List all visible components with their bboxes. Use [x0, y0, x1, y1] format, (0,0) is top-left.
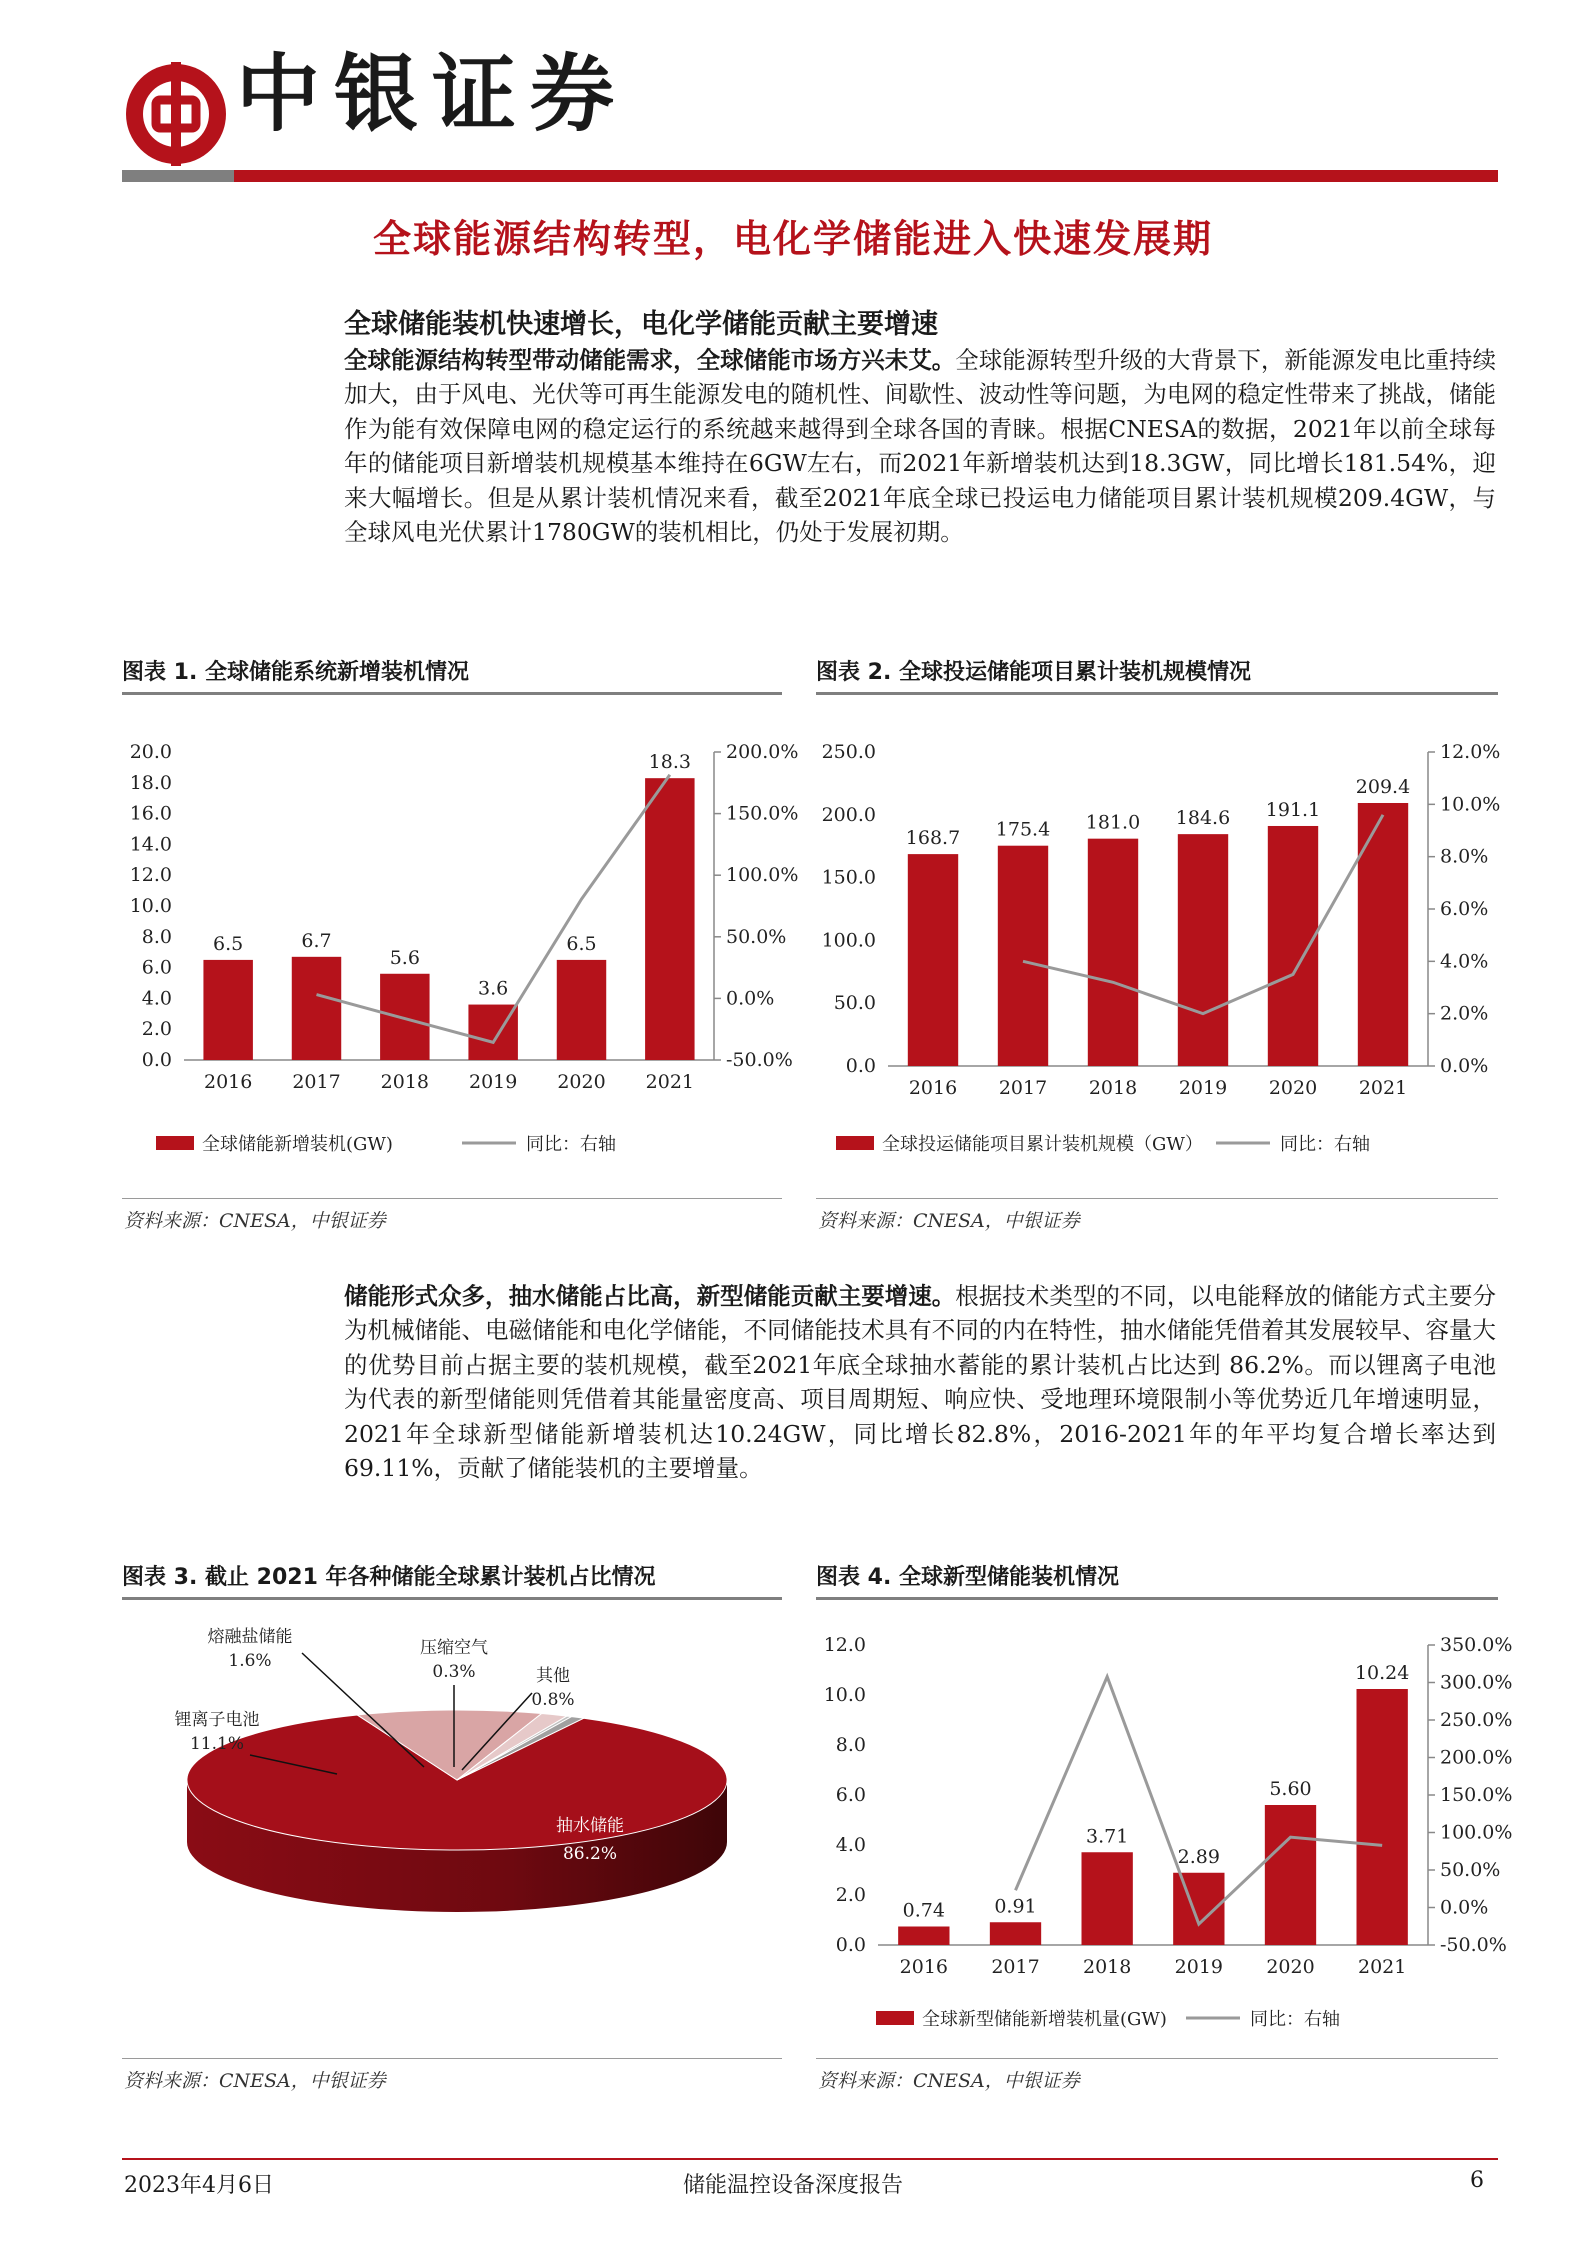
bar: [1358, 803, 1408, 1066]
pie-label-name: 压缩空气: [420, 1638, 488, 1658]
bar: [1265, 1805, 1316, 1945]
y-tick-label: 16.0: [129, 802, 172, 825]
y2-tick-label: 6.0%: [1440, 898, 1489, 920]
x-tick-label: 2019: [468, 1071, 518, 1093]
fig2-source-rule: [816, 1198, 1498, 1199]
section-title: 全球储能装机快速增长，电化学储能贡献主要增速: [344, 309, 938, 340]
legend-bar-swatch: [836, 1136, 874, 1150]
bar-value-label: 2.89: [1177, 1845, 1220, 1868]
fig4-title: 图表 4. 全球新型储能装机情况: [816, 1565, 1119, 1590]
y-tick-label: 18.0: [129, 771, 172, 794]
paragraph-2-lead: 储能形式众多，抽水储能占比高，新型储能贡献主要增速。: [344, 1282, 956, 1310]
fig2-chart: [816, 700, 1501, 1190]
x-tick-label: 2020: [557, 1071, 606, 1093]
pie-label-value: 86.2%: [562, 1844, 618, 1864]
fig3-chart: [122, 1605, 782, 2055]
fig3-source-rule: [122, 2058, 782, 2059]
y-tick-label: 4.0: [835, 1834, 866, 1856]
paragraph-2-body: 根据技术类型的不同，以电能释放的储能方式主要分为机械储能、电磁储能和电化学储能，不同储能技术具有不同的内在特性，抽水储能凭借着其发展较早、容量大的优势目前占据主要的装机规模，截至2021年底全球抽水蓄能的累计装机占比达到 86.2%。而以锂离子电池为代表的新型储能则凭借着其能量密度高、项目周期短、响应快、受地理环境限制小等优势近几年增速明显，2021年全球新型储能新增装机达10.24GW，同比增长82.8%，2016-2021年的年平均复合增长率达到69.11%，贡献了储能装机的主要增量。: [344, 1282, 1497, 1483]
bar: [908, 854, 958, 1066]
y-tick-label: 20.0: [129, 741, 172, 763]
bar: [898, 1927, 949, 1946]
y2-tick-label: 0.0%: [1440, 1055, 1489, 1077]
fig4-source: 资料来源：CNESA，中银证券: [818, 2070, 1080, 2092]
bar-value-label: 209.4: [1355, 775, 1411, 798]
x-tick-label: 2016: [908, 1077, 958, 1099]
legend-bar-swatch: [156, 1136, 194, 1150]
bar-value-label: 18.3: [648, 751, 691, 774]
fig4-chart: [816, 1605, 1513, 2055]
y-tick-label: 250.0: [821, 741, 876, 763]
y2-tick-label: 2.0%: [1440, 1002, 1489, 1025]
bar-value-label: 184.6: [1175, 807, 1231, 830]
legend-line-label: 同比：右轴: [1250, 2009, 1340, 2030]
brand-logo: [122, 60, 230, 168]
y-tick-label: 6.0: [835, 1784, 866, 1806]
x-tick-label: 2017: [991, 1956, 1040, 1978]
y-tick-label: 0.0: [835, 1934, 866, 1956]
y-tick-label: 0.0: [845, 1055, 876, 1077]
bar-value-label: 3.71: [1086, 1825, 1129, 1848]
x-tick-label: 2016: [203, 1071, 253, 1093]
bar-value-label: 191.1: [1265, 798, 1321, 821]
y2-tick-label: 200.0%: [726, 741, 799, 763]
bar-value-label: 0.74: [902, 1899, 945, 1922]
x-tick-label: 2021: [645, 1071, 695, 1093]
legend-line-label: 同比：右轴: [1280, 1134, 1370, 1155]
pie-label-value: 0.8%: [531, 1690, 575, 1710]
fig1-title-rule: [122, 692, 782, 695]
bar-value-label: 3.6: [478, 977, 509, 1000]
bar: [1082, 1852, 1133, 1945]
bar: [203, 960, 252, 1060]
y-tick-label: 8.0: [835, 1734, 866, 1756]
y2-tick-label: 300.0%: [1440, 1671, 1513, 1694]
fig1-source-rule: [122, 1198, 782, 1199]
y-tick-label: 100.0: [821, 929, 876, 952]
paragraph-2: [344, 1279, 1496, 1485]
y2-tick-label: 50.0%: [726, 925, 787, 948]
fig1-title: 图表 1. 全球储能系统新增装机情况: [122, 660, 469, 685]
fig4-source-rule: [816, 2058, 1498, 2059]
legend-bar-label: 全球新型储能新增装机量(GW): [922, 2009, 1167, 2030]
y-tick-label: 12.0: [129, 864, 172, 887]
paragraph-1-lead: 全球能源结构转型带动储能需求，全球储能市场方兴未艾。: [344, 346, 956, 374]
pie-label-value: 0.3%: [432, 1662, 476, 1682]
x-tick-label: 2018: [1082, 1956, 1132, 1978]
bar-value-label: 175.4: [995, 818, 1051, 841]
y-tick-label: 12.0: [823, 1634, 866, 1656]
bar-value-label: 10.24: [1354, 1662, 1410, 1684]
brand-name: 中银证券: [236, 45, 629, 143]
y-tick-label: 10.0: [823, 1684, 866, 1706]
fig2-title-rule: [816, 692, 1498, 695]
x-tick-label: 2017: [998, 1077, 1048, 1099]
footer-date: 2023年4月6日: [124, 2173, 274, 2198]
bar: [292, 957, 341, 1060]
y-tick-label: 8.0: [141, 925, 172, 948]
bar: [990, 1922, 1041, 1945]
bar: [1178, 834, 1228, 1066]
y2-tick-label: 200.0%: [1440, 1746, 1513, 1769]
bar-value-label: 181.0: [1085, 811, 1141, 834]
y2-tick-label: 0.0%: [726, 987, 775, 1010]
bar-value-label: 0.91: [994, 1895, 1037, 1918]
bar: [380, 974, 429, 1060]
y-tick-label: 10.0: [129, 895, 172, 917]
y-tick-label: 200.0: [821, 803, 876, 826]
y-tick-label: 14.0: [129, 833, 172, 856]
y2-tick-label: 10.0%: [1440, 793, 1501, 816]
y2-tick-label: 100.0%: [726, 864, 799, 887]
footer-report-name: 储能温控设备深度报告: [682, 2173, 903, 2198]
fig4-title-rule: [816, 1597, 1498, 1600]
x-tick-label: 2016: [899, 1956, 949, 1978]
bar: [557, 960, 606, 1060]
x-tick-label: 2020: [1266, 1956, 1315, 1978]
fig1-source: 资料来源：CNESA，中银证券: [124, 1210, 386, 1232]
x-tick-label: 2019: [1174, 1956, 1224, 1978]
y2-tick-label: 12.0%: [1440, 741, 1501, 763]
y2-tick-label: 100.0%: [1440, 1821, 1513, 1844]
y2-tick-label: 150.0%: [726, 802, 799, 825]
y-tick-label: 2.0: [835, 1884, 866, 1906]
x-tick-label: 2018: [380, 1071, 430, 1093]
legend-line-label: 同比：右轴: [526, 1134, 616, 1155]
footer-rule: [122, 2158, 1498, 2160]
fig3-source: 资料来源：CNESA，中银证券: [124, 2070, 386, 2092]
y2-tick-label: 150.0%: [1440, 1784, 1513, 1806]
footer-page-number: 6: [1470, 2168, 1484, 2193]
y-tick-label: 4.0: [141, 987, 172, 1010]
bar-value-label: 6.5: [566, 932, 597, 955]
x-tick-label: 2019: [1178, 1077, 1228, 1099]
bar: [998, 846, 1048, 1066]
legend-bar-label: 全球投运储能项目累计装机规模（GW）: [882, 1134, 1203, 1155]
bar: [645, 778, 694, 1060]
pie-label-value: 1.6%: [228, 1651, 272, 1671]
fig2-title: 图表 2. 全球投运储能项目累计装机规模情况: [816, 660, 1251, 685]
y2-tick-label: 250.0%: [1440, 1709, 1513, 1731]
legend-bar-swatch: [876, 2011, 914, 2025]
bar: [1357, 1689, 1408, 1945]
main-title: 全球能源结构转型，电化学储能进入快速发展期: [372, 217, 1213, 261]
y2-tick-label: 50.0%: [1440, 1859, 1501, 1881]
y-tick-label: 0.0: [141, 1049, 172, 1071]
y2-tick-label: 350.0%: [1440, 1634, 1513, 1656]
pie-label-name: 熔融盐储能: [207, 1627, 293, 1647]
growth-line: [317, 775, 670, 1043]
fig3-title: 图表 3. 截止 2021 年各种储能全球累计装机占比情况: [122, 1565, 656, 1590]
x-tick-label: 2021: [1357, 1956, 1407, 1978]
bar-value-label: 5.60: [1269, 1778, 1312, 1800]
x-tick-label: 2017: [292, 1071, 341, 1093]
x-tick-label: 2018: [1088, 1077, 1138, 1099]
legend-bar-label: 全球储能新增装机(GW): [202, 1134, 393, 1155]
y-tick-label: 2.0: [141, 1018, 172, 1041]
bar-value-label: 168.7: [905, 827, 961, 850]
paragraph-1-body: 全球能源转型升级的大背景下，新能源发电比重持续加大，由于风电、光伏等可再生能源发电的随机性、间歇性、波动性等问题，为电网的稳定性带来了挑战，储能作为能有效保障电网的稳定运行的系统越来越得到全球各国的青睐。根据CNESA的数据，2021年以前全球每年的储能项目新增装机规模基本维持在6GW左右，而2021年新增装机达到18.3GW，同比增长181.54%，迎来大幅增长。但是从累计装机情况来看，截至2021年底全球已投运电力储能项目累计装机规模209.4GW，与全球风电光伏累计1780GW的装机相比，仍处于发展初期。: [344, 346, 1497, 547]
y2-tick-label: 8.0%: [1440, 845, 1489, 868]
fig3-title-rule: [122, 1597, 782, 1600]
y2-tick-label: 0.0%: [1440, 1896, 1489, 1919]
y-tick-label: 150.0: [821, 866, 876, 889]
bar-value-label: 6.7: [301, 929, 332, 952]
y2-tick-label: -50.0%: [726, 1049, 793, 1071]
bar: [1088, 839, 1138, 1066]
pie-label-name: 抽水储能: [556, 1816, 624, 1836]
y2-tick-label: 4.0%: [1440, 950, 1489, 973]
header-bar-gray: [122, 170, 234, 182]
fig1-chart: [122, 700, 799, 1190]
x-tick-label: 2020: [1268, 1077, 1318, 1099]
header-bar-red: [234, 170, 1498, 182]
pie-label-name: 锂离子电池: [174, 1710, 260, 1730]
y-tick-label: 50.0: [833, 992, 876, 1015]
pie-label-name: 其他: [536, 1666, 570, 1686]
bar-value-label: 6.5: [213, 932, 244, 955]
y-tick-label: 6.0: [141, 956, 172, 979]
bar-value-label: 5.6: [389, 946, 420, 969]
paragraph-1: [344, 343, 1496, 549]
fig2-source: 资料来源：CNESA，中银证券: [818, 1210, 1080, 1232]
pie-label-value: 11.1%: [189, 1734, 245, 1754]
x-tick-label: 2021: [1358, 1077, 1408, 1099]
y2-tick-label: -50.0%: [1440, 1934, 1507, 1956]
